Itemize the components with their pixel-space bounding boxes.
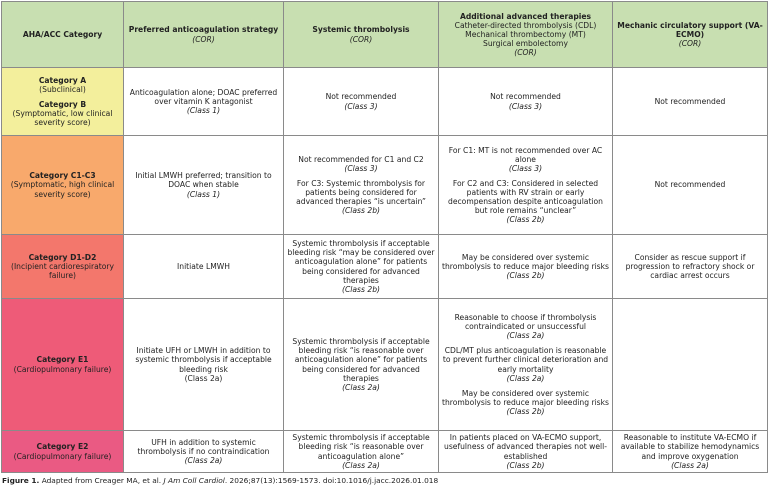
category-ab-cell: Category A (Subclinical) Category B (Symptomatic, low clinical severity score)	[2, 68, 124, 136]
ab-anticoagulation: Anticoagulation alone; DOAC preferred over vitamin K antagonist (Class 1)	[124, 68, 284, 136]
row-category-c	[2, 136, 768, 235]
header-category: AHA/ACC Category	[2, 2, 124, 68]
c-thrombolysis: Not recommended for C1 and C2 (Class 3) For C3: Systemic thrombolysis for patients being considered for advanced therapies “is uncertain” (Class 2b)	[284, 136, 439, 235]
d-ecmo: Consider as rescue support if progression to refractory shock or cardiac arrest occurs	[613, 235, 768, 299]
d-thrombolysis: Systemic thrombolysis if acceptable bleeding risk “may be considered over anticoagulation alone” for patients being considered for advanced therapies (Class 2b)	[284, 235, 439, 299]
e1-advanced: Reasonable to choose if thrombolysis contraindicated or unsuccessful (Class 2a) CDL/MT plus anticoagulation is reasonable to prevent further clinical deterioration and early mortality (Class 2a) May be considered over systemic thrombolysis to reduce major bleeding risks (Class 2b)	[439, 299, 613, 431]
e2-advanced: In patients placed on VA-ECMO support, usefulness of advanced therapies not well-established (Class 2b)	[439, 431, 613, 473]
header-row	[2, 2, 768, 68]
e1-thrombolysis: Systemic thrombolysis if acceptable bleeding risk “is reasonable over anticoagulation alone” for patients being considered for advanced therapies (Class 2a)	[284, 299, 439, 431]
c-ecmo: Not recommended	[613, 136, 768, 235]
header-advanced-therapies: Additional advanced therapies Catheter-directed thrombolysis (CDL) Mechanical thrombectomy (MT) Surgical embolectomy (COR)	[439, 2, 613, 68]
caption-text: Adapted from Creager MA, et al.	[41, 476, 162, 485]
figure-caption	[2, 476, 438, 486]
e1-ecmo	[613, 299, 768, 431]
ab-ecmo: Not recommended	[613, 68, 768, 136]
caption-citation: . 2026;87(13):1569-1573. doi:10.1016/j.jacc.2026.01.018	[224, 476, 439, 485]
row-category-e2	[2, 431, 768, 473]
d-advanced: May be considered over systemic thrombolysis to reduce major bleeding risks (Class 2b)	[439, 235, 613, 299]
e2-anticoagulation: UFH in addition to systemic thrombolysis if no contraindication (Class 2a)	[124, 431, 284, 473]
d-anticoagulation: Initiate LMWH	[124, 235, 284, 299]
row-category-d	[2, 235, 768, 299]
e2-thrombolysis: Systemic thrombolysis if acceptable bleeding risk “is reasonable over anticoagulation alone” (Class 2a)	[284, 431, 439, 473]
caption-journal: J Am Coll Cardiol	[163, 476, 225, 485]
recommendation-table	[1, 1, 768, 473]
header-systemic-thrombolysis: Systemic thrombolysis (COR)	[284, 2, 439, 68]
caption-label: Figure 1.	[2, 476, 40, 485]
header-va-ecmo: Mechanic circulatory support (VA-ECMO) (COR)	[613, 2, 768, 68]
category-d-cell: Category D1-D2 (Incipient cardiorespiratory failure)	[2, 235, 124, 299]
e2-ecmo: Reasonable to institute VA-ECMO if available to stabilize hemodynamics and improve oxygenation (Class 2a)	[613, 431, 768, 473]
header-anticoagulation: Preferred anticoagulation strategy (COR)	[124, 2, 284, 68]
row-category-e1	[2, 299, 768, 431]
c-anticoagulation: Initial LMWH preferred; transition to DOAC when stable (Class 1)	[124, 136, 284, 235]
category-e2-cell: Category E2 (Cardiopulmonary failure)	[2, 431, 124, 473]
c-advanced: For C1: MT is not recommended over AC alone (Class 3) For C2 and C3: Considered in selected patients with RV strain or early decompensation despite anticoagulation but role remains “unclear” (Class 2b)	[439, 136, 613, 235]
category-c-cell: Category C1-C3 (Symptomatic, high clinical severity score)	[2, 136, 124, 235]
ab-advanced: Not recommended (Class 3)	[439, 68, 613, 136]
category-e1-cell: Category E1 (Cardiopulmonary failure)	[2, 299, 124, 431]
e1-anticoagulation: Initiate UFH or LMWH in addition to systemic thrombolysis if acceptable bleeding risk (Class 2a)	[124, 299, 284, 431]
row-category-ab	[2, 68, 768, 136]
ab-thrombolysis: Not recommended (Class 3)	[284, 68, 439, 136]
